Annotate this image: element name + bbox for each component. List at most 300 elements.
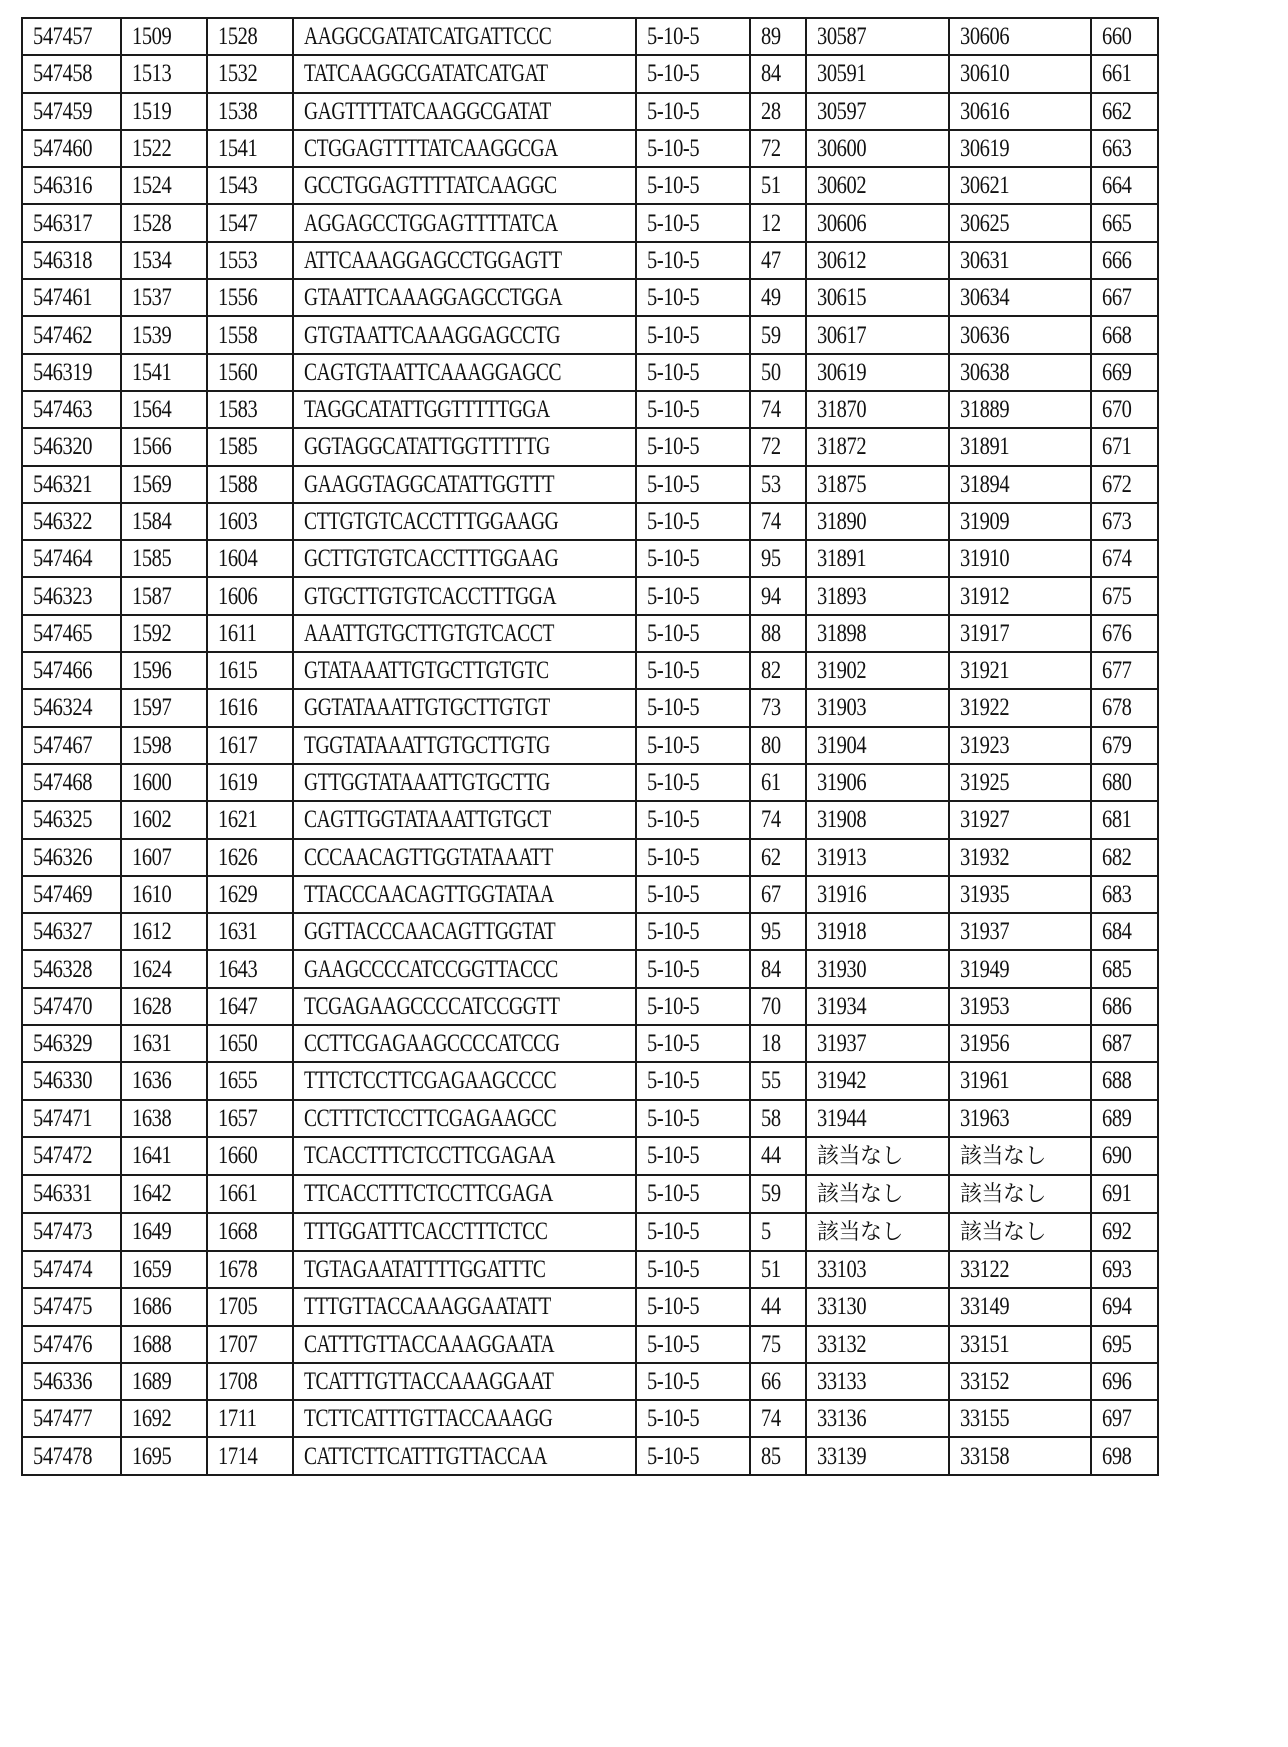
cell-text: 31944	[817, 1104, 867, 1132]
cell-text: 31963	[960, 1104, 1010, 1132]
cell-text: 5-10-5	[647, 172, 700, 200]
cell-text: 31921	[960, 657, 1010, 685]
cell-text: 74	[761, 396, 781, 424]
cell-target-start	[806, 316, 949, 353]
cell-target-start	[806, 428, 949, 465]
cell-text: 5-10-5	[647, 1256, 700, 1284]
cell-text: 33149	[960, 1293, 1010, 1321]
cell-text: AGGAGCCTGGAGTTTTATCA	[304, 209, 558, 237]
cell-text: 1642	[132, 1180, 172, 1208]
cell-sequence	[293, 1363, 636, 1400]
cell-start-site	[121, 279, 207, 316]
cell-target-stop	[949, 839, 1091, 876]
cell-text: CTTGTGTCACCTTTGGAAGG	[304, 508, 559, 535]
cell-target-stop	[949, 1025, 1091, 1062]
cell-text: 686	[1102, 992, 1132, 1020]
cell-isis-no	[22, 1137, 121, 1175]
cell-sequence	[293, 204, 636, 241]
cell-inhibition-pct	[750, 913, 806, 950]
cell-text: 1587	[132, 582, 172, 610]
cell-inhibition-pct	[750, 503, 806, 540]
table-row	[22, 764, 1158, 801]
cell-sequence	[293, 130, 636, 167]
cell-text: 31903	[817, 694, 867, 722]
cell-start-site	[121, 428, 207, 465]
cell-stop-site	[207, 55, 293, 92]
table-row	[22, 1400, 1158, 1437]
cell-target-start	[806, 18, 949, 55]
cell-seq-id	[1091, 18, 1158, 55]
cell-start-site	[121, 1137, 207, 1175]
cell-text: 1657	[218, 1104, 258, 1132]
cell-text: 1597	[132, 694, 172, 722]
cell-inhibition-pct	[750, 1062, 806, 1099]
cell-text: 547477	[33, 1405, 93, 1433]
cell-text: 1541	[218, 135, 258, 163]
cell-start-site	[121, 1175, 207, 1213]
cell-text: 1619	[218, 769, 258, 797]
cell-isis-no	[22, 428, 121, 465]
cell-text: AAATTGTGCTTGTGTCACCT	[304, 619, 555, 647]
cell-text: 547457	[33, 23, 93, 51]
cell-start-site	[121, 988, 207, 1025]
cell-text: 547464	[33, 545, 93, 573]
cell-isis-no	[22, 167, 121, 204]
cell-text: TATCAAGGCGATATCATGAT	[304, 60, 548, 88]
cell-target-start	[806, 1100, 949, 1137]
cell-text: 30634	[960, 284, 1010, 312]
cell-text: 668	[1102, 321, 1132, 349]
cell-text: 5-10-5	[647, 806, 700, 834]
cell-text: 687	[1102, 1030, 1132, 1058]
cell-motif	[636, 689, 750, 726]
cell-text: 44	[761, 1293, 781, 1321]
cell-text: 74	[761, 1405, 781, 1433]
cell-isis-no	[22, 1288, 121, 1325]
table-row	[22, 1363, 1158, 1400]
cell-target-stop	[949, 577, 1091, 614]
cell-text: CTGGAGTTTTATCAAGGCGA	[304, 135, 558, 163]
cell-seq-id	[1091, 316, 1158, 353]
cell-target-start	[806, 1326, 949, 1363]
cell-text: 33122	[960, 1256, 1010, 1284]
cell-target-stop	[949, 913, 1091, 950]
cell-inhibition-pct	[750, 391, 806, 428]
cell-text: 1607	[132, 843, 172, 871]
cell-text: 5-10-5	[647, 246, 700, 274]
cell-text: 30619	[960, 135, 1010, 163]
cell-inhibition-pct	[750, 988, 806, 1025]
cell-text: 31910	[960, 545, 1010, 573]
cell-target-start	[806, 950, 949, 987]
cell-motif	[636, 615, 750, 652]
cell-text: 5-10-5	[647, 619, 700, 647]
cell-text: 89	[761, 23, 781, 51]
cell-target-stop	[949, 167, 1091, 204]
cell-text: 5-10-5	[647, 657, 700, 685]
cell-seq-id	[1091, 242, 1158, 279]
cell-text: 1513	[132, 60, 172, 88]
cell-start-site	[121, 1213, 207, 1251]
cell-sequence	[293, 1251, 636, 1288]
cell-target-stop	[949, 540, 1091, 577]
cell-isis-no	[22, 18, 121, 55]
cell-isis-no	[22, 391, 121, 428]
cell-start-site	[121, 1025, 207, 1062]
cell-text: TCTTCATTTGTTACCAAAGG	[304, 1405, 553, 1433]
cell-text: 31913	[817, 843, 867, 871]
cell-target-start	[806, 1288, 949, 1325]
cell-text: 1631	[218, 918, 258, 946]
cell-text: 546318	[33, 246, 93, 274]
cell-target-start	[806, 1437, 949, 1474]
cell-text: 33155	[960, 1405, 1010, 1433]
cell-target-stop	[949, 689, 1091, 726]
cell-inhibition-pct	[750, 466, 806, 503]
cell-text: 546327	[33, 918, 93, 946]
cell-text: 1628	[132, 992, 172, 1020]
table-row	[22, 577, 1158, 614]
cell-text: GTTGGTATAAATTGTGCTTG	[304, 769, 550, 797]
cell-inhibition-pct	[750, 167, 806, 204]
cell-target-start	[806, 764, 949, 801]
cell-text: 5-10-5	[647, 1442, 700, 1470]
cell-target-stop	[949, 428, 1091, 465]
cell-text: 1600	[132, 769, 172, 797]
cell-start-site	[121, 839, 207, 876]
cell-sequence	[293, 839, 636, 876]
cell-motif	[636, 764, 750, 801]
cell-start-site	[121, 1062, 207, 1099]
cell-text: 5-10-5	[647, 358, 700, 386]
cell-text: 31908	[817, 806, 867, 834]
cell-text: 該当なし	[960, 1181, 1047, 1207]
cell-text: 31906	[817, 769, 867, 797]
cell-stop-site	[207, 428, 293, 465]
cell-start-site	[121, 764, 207, 801]
cell-text: 59	[761, 321, 781, 349]
cell-start-site	[121, 1251, 207, 1288]
cell-text: 31891	[960, 433, 1010, 461]
cell-stop-site	[207, 1251, 293, 1288]
cell-text: 5	[761, 1218, 771, 1246]
cell-target-start	[806, 652, 949, 689]
cell-text: 1528	[218, 23, 258, 51]
cell-target-start	[806, 130, 949, 167]
cell-sequence	[293, 988, 636, 1025]
cell-text: 31898	[817, 619, 867, 647]
cell-sequence	[293, 577, 636, 614]
cell-text: 1692	[132, 1405, 172, 1433]
cell-sequence	[293, 1137, 636, 1175]
table-row	[22, 652, 1158, 689]
cell-inhibition-pct	[750, 55, 806, 92]
cell-text: 546329	[33, 1030, 93, 1058]
cell-seq-id	[1091, 55, 1158, 92]
cell-text: 547466	[33, 657, 93, 685]
cell-motif	[636, 18, 750, 55]
cell-text: 685	[1102, 955, 1132, 983]
cell-start-site	[121, 130, 207, 167]
table-row	[22, 1025, 1158, 1062]
table-row	[22, 913, 1158, 950]
cell-sequence	[293, 950, 636, 987]
cell-text: 661	[1102, 60, 1132, 88]
cell-text: 1584	[132, 508, 172, 535]
cell-text: 30625	[960, 209, 1010, 237]
cell-text: 1547	[218, 209, 258, 237]
cell-start-site	[121, 391, 207, 428]
cell-target-start	[806, 466, 949, 503]
cell-text: 1602	[132, 806, 172, 834]
cell-text: 1534	[132, 246, 172, 274]
cell-isis-no	[22, 316, 121, 353]
cell-stop-site	[207, 279, 293, 316]
table-row	[22, 615, 1158, 652]
cell-sequence	[293, 615, 636, 652]
cell-sequence	[293, 1100, 636, 1137]
cell-text: 1707	[218, 1330, 258, 1358]
cell-seq-id	[1091, 652, 1158, 689]
cell-stop-site	[207, 764, 293, 801]
cell-text: 12	[761, 209, 781, 237]
cell-seq-id	[1091, 204, 1158, 241]
cell-text: TTTCTCCTTCGAGAAGCCCC	[304, 1067, 557, 1095]
cell-text: 1585	[132, 545, 172, 573]
cell-stop-site	[207, 1213, 293, 1251]
cell-text: 94	[761, 582, 781, 610]
cell-text: 670	[1102, 396, 1132, 424]
cell-inhibition-pct	[750, 652, 806, 689]
cell-text: 5-10-5	[647, 508, 700, 535]
cell-text: 1532	[218, 60, 258, 88]
cell-text: 53	[761, 470, 781, 498]
cell-text: 1629	[218, 880, 258, 908]
cell-text: 30612	[817, 246, 867, 274]
cell-inhibition-pct	[750, 1137, 806, 1175]
table-row	[22, 130, 1158, 167]
cell-text: 31949	[960, 955, 1010, 983]
cell-text: 691	[1102, 1180, 1132, 1208]
cell-inhibition-pct	[750, 428, 806, 465]
cell-text: 694	[1102, 1293, 1132, 1321]
cell-text: GAAGGTAGGCATATTGGTTT	[304, 470, 555, 498]
cell-text: 1636	[132, 1067, 172, 1095]
cell-text: 31961	[960, 1067, 1010, 1095]
oligonucleotide-data-table	[21, 17, 1159, 1476]
cell-motif	[636, 391, 750, 428]
cell-text: 33152	[960, 1367, 1010, 1395]
cell-text: 該当なし	[817, 1143, 904, 1169]
cell-motif	[636, 577, 750, 614]
cell-target-start	[806, 1025, 949, 1062]
cell-text: 該当なし	[817, 1181, 904, 1207]
cell-text: 30602	[817, 172, 867, 200]
cell-isis-no	[22, 764, 121, 801]
cell-stop-site	[207, 913, 293, 950]
cell-text: 31927	[960, 806, 1010, 834]
cell-text: 1624	[132, 955, 172, 983]
cell-isis-no	[22, 839, 121, 876]
cell-text: 690	[1102, 1142, 1132, 1170]
cell-stop-site	[207, 615, 293, 652]
cell-inhibition-pct	[750, 615, 806, 652]
cell-text: 5-10-5	[647, 843, 700, 871]
cell-text: 5-10-5	[647, 60, 700, 88]
cell-target-stop	[949, 55, 1091, 92]
cell-stop-site	[207, 988, 293, 1025]
cell-start-site	[121, 316, 207, 353]
cell-target-stop	[949, 1175, 1091, 1213]
cell-stop-site	[207, 130, 293, 167]
cell-text: 1583	[218, 396, 258, 424]
table-row	[22, 1326, 1158, 1363]
cell-seq-id	[1091, 1400, 1158, 1437]
cell-seq-id	[1091, 1025, 1158, 1062]
cell-target-start	[806, 727, 949, 764]
cell-inhibition-pct	[750, 316, 806, 353]
cell-text: 1711	[218, 1405, 257, 1433]
cell-text: 31937	[817, 1030, 867, 1058]
cell-motif	[636, 1288, 750, 1325]
cell-text: 546323	[33, 582, 93, 610]
cell-text: 664	[1102, 172, 1132, 200]
cell-sequence	[293, 764, 636, 801]
cell-text: 1610	[132, 880, 172, 908]
cell-text: 5-10-5	[647, 396, 700, 424]
cell-text: 547469	[33, 880, 93, 908]
cell-seq-id	[1091, 354, 1158, 391]
cell-sequence	[293, 18, 636, 55]
cell-isis-no	[22, 727, 121, 764]
cell-text: 1643	[218, 955, 258, 983]
cell-sequence	[293, 727, 636, 764]
cell-text: 547474	[33, 1256, 93, 1284]
cell-text: 1598	[132, 731, 172, 759]
cell-isis-no	[22, 1400, 121, 1437]
cell-seq-id	[1091, 839, 1158, 876]
cell-text: 51	[761, 1256, 781, 1284]
cell-text: 5-10-5	[647, 992, 700, 1020]
cell-text: TCGAGAAGCCCCATCCGGTT	[304, 992, 560, 1020]
cell-text: 85	[761, 1442, 781, 1470]
cell-motif	[636, 428, 750, 465]
cell-text: 33133	[817, 1367, 867, 1395]
cell-seq-id	[1091, 950, 1158, 987]
cell-inhibition-pct	[750, 950, 806, 987]
cell-motif	[636, 167, 750, 204]
cell-sequence	[293, 1326, 636, 1363]
cell-text: 95	[761, 545, 781, 573]
cell-text: 30597	[817, 97, 867, 125]
cell-text: 31872	[817, 433, 867, 461]
cell-text: 31937	[960, 918, 1010, 946]
cell-text: 5-10-5	[647, 1180, 700, 1208]
cell-text: 1621	[218, 806, 258, 834]
table-row	[22, 503, 1158, 540]
cell-sequence	[293, 279, 636, 316]
cell-seq-id	[1091, 1251, 1158, 1288]
cell-text: 31918	[817, 918, 867, 946]
cell-text: TTTGGATTTCACCTTTCTCC	[304, 1218, 548, 1246]
cell-text: GTGTAATTCAAAGGAGCCTG	[304, 321, 561, 349]
cell-text: 547470	[33, 992, 93, 1020]
cell-text: 1641	[132, 1142, 172, 1170]
cell-start-site	[121, 540, 207, 577]
cell-text: 693	[1102, 1256, 1132, 1284]
cell-motif	[636, 130, 750, 167]
cell-inhibition-pct	[750, 1251, 806, 1288]
cell-text: 5-10-5	[647, 694, 700, 722]
cell-seq-id	[1091, 1175, 1158, 1213]
cell-isis-no	[22, 1213, 121, 1251]
cell-text: TAGGCATATTGGTTTTTGGA	[304, 396, 550, 424]
cell-text: 1606	[218, 582, 258, 610]
cell-isis-no	[22, 689, 121, 726]
cell-start-site	[121, 242, 207, 279]
cell-text: 1556	[218, 284, 258, 312]
cell-text: GTAATTCAAAGGAGCCTGGA	[304, 284, 563, 312]
cell-target-stop	[949, 1326, 1091, 1363]
cell-text: 547463	[33, 396, 93, 424]
table-row	[22, 1175, 1158, 1213]
cell-target-stop	[949, 391, 1091, 428]
cell-target-stop	[949, 93, 1091, 130]
cell-text: 547468	[33, 769, 93, 797]
cell-isis-no	[22, 876, 121, 913]
cell-target-stop	[949, 652, 1091, 689]
cell-seq-id	[1091, 801, 1158, 838]
cell-inhibition-pct	[750, 876, 806, 913]
cell-text: GTATAAATTGTGCTTGTGTC	[304, 657, 549, 685]
table-row	[22, 466, 1158, 503]
cell-text: 1705	[218, 1293, 258, 1321]
cell-inhibition-pct	[750, 93, 806, 130]
cell-text: 74	[761, 806, 781, 834]
cell-text: 5-10-5	[647, 321, 700, 349]
cell-text: 1588	[218, 470, 258, 498]
cell-text: 673	[1102, 508, 1132, 535]
cell-text: 1668	[218, 1218, 258, 1246]
cell-target-start	[806, 55, 949, 92]
cell-stop-site	[207, 503, 293, 540]
cell-text: 31932	[960, 843, 1010, 871]
cell-motif	[636, 93, 750, 130]
cell-target-stop	[949, 1251, 1091, 1288]
cell-motif	[636, 55, 750, 92]
cell-text: 546324	[33, 694, 93, 722]
cell-target-start	[806, 391, 949, 428]
cell-sequence	[293, 540, 636, 577]
cell-text: 662	[1102, 97, 1132, 125]
cell-isis-no	[22, 1326, 121, 1363]
cell-target-stop	[949, 950, 1091, 987]
cell-stop-site	[207, 689, 293, 726]
cell-text: 31870	[817, 396, 867, 424]
cell-text: GCCTGGAGTTTTATCAAGGC	[304, 172, 557, 200]
cell-sequence	[293, 391, 636, 428]
table-row	[22, 1213, 1158, 1251]
table-row	[22, 316, 1158, 353]
cell-isis-no	[22, 950, 121, 987]
cell-inhibition-pct	[750, 540, 806, 577]
cell-text: 682	[1102, 843, 1132, 871]
cell-text: 該当なし	[817, 1219, 904, 1245]
cell-text: 1585	[218, 433, 258, 461]
cell-motif	[636, 652, 750, 689]
cell-motif	[636, 1363, 750, 1400]
cell-motif	[636, 1437, 750, 1474]
